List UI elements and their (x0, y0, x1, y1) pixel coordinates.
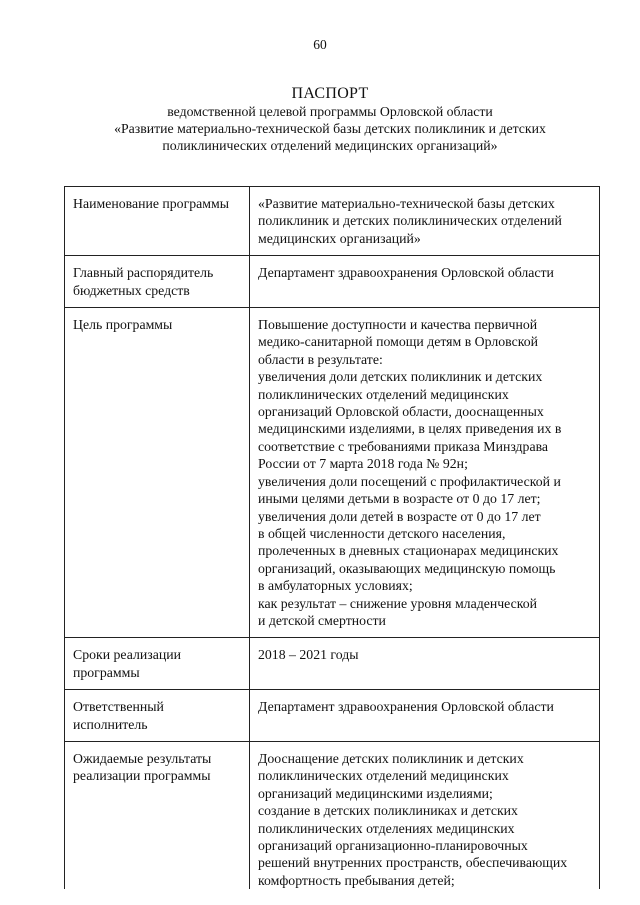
row-value-line: создание в детских поликлиниках и детских (258, 803, 518, 819)
row-label-line: Цель программы (73, 317, 173, 333)
row-value-line: медицинскими изделиями, в целях приведения их в (258, 421, 562, 437)
row-value-line: комфортность пребывания детей; (258, 872, 455, 888)
table-row (65, 187, 600, 256)
row-value-cell (250, 690, 600, 742)
table-row (65, 690, 600, 742)
row-value-line: поликлинических отделений медицинских (258, 386, 509, 402)
row-value-cell (250, 256, 600, 308)
subtitle-line: «Развитие материально-технической базы детских поликлиник и детских (114, 121, 546, 136)
row-value-line: Департамент здравоохранения Орловской области (258, 699, 554, 715)
document-header (60, 84, 600, 154)
table-row (65, 741, 600, 889)
row-label-line: Наименование программы (73, 196, 229, 211)
row-value-line: в общей численности детского населения, (258, 525, 506, 541)
row-value-line: и детской смертности (258, 612, 386, 628)
row-value-line: медицинских организаций» (258, 230, 421, 246)
row-value-cell (250, 308, 600, 638)
row-label-line: реализации программы (73, 768, 211, 784)
row-value-line: 2018 – 2021 годы (258, 647, 359, 663)
row-label-cell (65, 638, 250, 690)
row-value-line: решений внутренних пространств, обеспечивающих (258, 855, 568, 871)
row-label-cell (65, 256, 250, 308)
subtitle-line: поликлинических отделений медицинских организаций» (162, 138, 498, 153)
row-value-line: медико-санитарной помощи детям в Орловской (258, 334, 538, 350)
row-label-line: Сроки реализации (73, 647, 181, 663)
row-label-line: исполнитель (73, 716, 148, 732)
subtitle-line: ведомственной целевой программы Орловской области (167, 104, 493, 119)
row-label-line: Ответственный (73, 699, 164, 715)
row-label-line: Ожидаемые результаты (73, 750, 212, 766)
row-value-line: организаций организационно-планировочных (258, 838, 528, 853)
row-value-cell (250, 741, 600, 889)
row-value-line: области в результате: (258, 351, 383, 367)
row-value-line: поликлинических отделениях медицинских (258, 820, 515, 836)
row-value-line: «Развитие материально-технической базы детских (258, 196, 555, 211)
row-label-cell (65, 690, 250, 742)
row-label-cell (65, 187, 250, 256)
passport-table (64, 186, 600, 889)
document-title: ПАСПОРТ (291, 85, 369, 102)
row-value-line: увеличения доли детей в возрасте от 0 до 17 лет (258, 508, 541, 524)
row-label-cell (65, 308, 250, 638)
row-label-line: программы (73, 664, 140, 680)
row-value-line: Департамент здравоохранения Орловской области (258, 265, 554, 281)
row-value-line: пролеченных в дневных стационарах медицинских (258, 543, 559, 559)
row-value-line: как результат – снижение уровня младенческой (258, 595, 538, 611)
row-value-line: увеличения доли детских поликлиник и детских (258, 369, 543, 385)
row-value-line: соответствие с требованиями приказа Минздрава (258, 438, 549, 454)
row-value-line: поликлиник и детских поликлинических отделений (258, 213, 562, 229)
table-row (65, 308, 600, 638)
row-value-line: в амбулаторных условиях; (258, 578, 413, 594)
document-subtitle (60, 103, 600, 154)
row-value-line: иными целями детьми в возрасте от 0 до 17 лет; (258, 491, 541, 507)
row-value-line: организаций, оказывающих медицинскую помощь (258, 560, 556, 576)
row-value-line: России от 7 марта 2018 года № 92н; (258, 456, 468, 472)
page-number: 60 (313, 37, 327, 52)
table-row (65, 256, 600, 308)
row-value-line: Повышение доступности и качества первичной (258, 317, 538, 333)
row-value-cell (250, 638, 600, 690)
row-value-line: организаций Орловской области, дооснащенных (258, 404, 544, 420)
row-label-line: бюджетных средств (73, 282, 190, 298)
row-label-cell (65, 741, 250, 889)
row-value-line: поликлинических отделений медицинских (258, 768, 509, 784)
row-value-line: увеличения доли посещений с профилактической и (258, 473, 561, 489)
row-label-line: Главный распорядитель (73, 265, 214, 281)
table-row (65, 638, 600, 690)
row-value-cell (250, 187, 600, 256)
row-value-line: Дооснащение детских поликлиник и детских (258, 750, 524, 766)
row-value-line: организаций медицинскими изделиями; (258, 785, 493, 801)
